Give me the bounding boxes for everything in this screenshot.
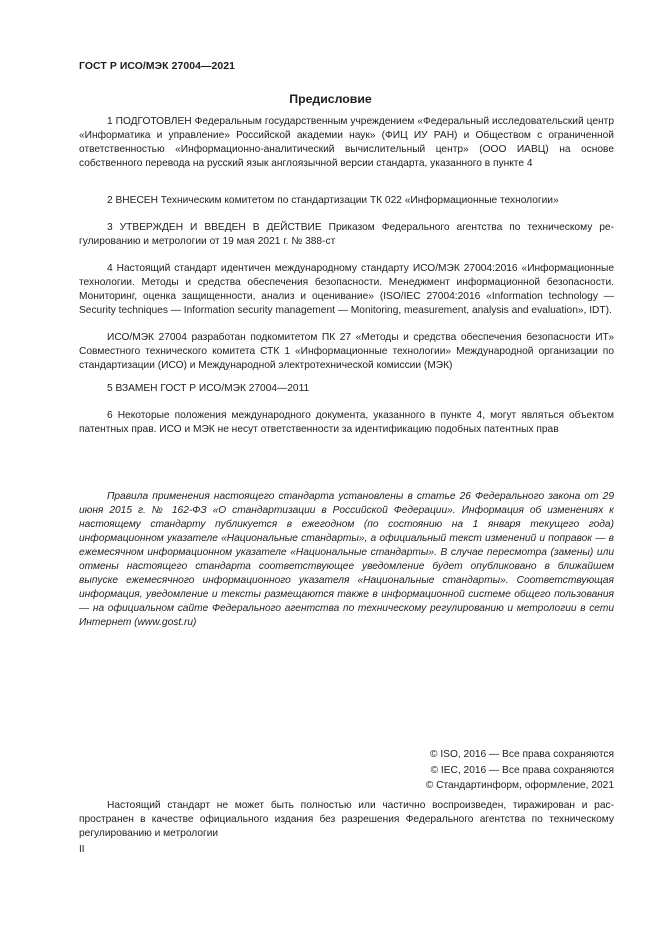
item-4-developer-note: ИСО/МЭК 27004 разработан подкомитетом ПК 27 «Методы и средства обеспечения безопасности ИТ» Совместного технического комитета СТК 1 «Информационные технологии» Международной организации по стандартизации (ИСО) и Международной электротехнической комиссии (МЭК) (79, 332, 614, 371)
item-6-patent-notice: 6 Некоторые положения международного документа, указанного в пункте 4, могут являться объектом патентных прав. ИСО и МЭК не несут ответственности за идентификацию подобных патентных прав (79, 410, 614, 435)
copyright-standartinform: © Стандартинформ, оформление, 2021 (425, 780, 614, 791)
item-4-identical-standard: 4 Настоящий стандарт идентичен международному стандарту ИСО/МЭК 27004:2016 «Информационные технологии. Методы и средства обеспечения безопасности. Менеджмент информационной безопасности. Мониторинг, оценка защищенности, анализ и оценивание» (ISO/IEC 27004:2016 «Information technology — Security techniques — Information security management — Monitoring, measurement, analysis and evaluation», IDT). (79, 263, 614, 316)
item-2-submitted-by: 2 ВНЕСЕН Техническим комитетом по стандартизации ТК 022 «Информационные технологии» (107, 195, 559, 206)
page-title: Предисловие (289, 92, 372, 106)
item-3-approved: 3 УТВЕРЖДЕН И ВВЕДЕН В ДЕЙСТВИЕ Приказом Федерального агентства по техническому регулированию и метрологии от 19 мая 2021 г. № 388-ст (79, 222, 614, 247)
copyright-iso: © ISO, 2016 — Все права сохраняются (430, 749, 614, 760)
copyright-block (426, 747, 614, 794)
reproduction-notice: Настоящий стандарт не может быть полностью или частично воспроизведен, тиражирован и распространен в качестве официального издания без разрешения Федерального агентства по техническому регулированию и метрологии (79, 800, 614, 839)
item-1-prepared-by: 1 ПОДГОТОВЛЕН Федеральным государственным учреждением «Федеральный исследовательский центр «Информатика и управление» Российской академии наук» (ФИЦ ИУ РАН) и Обществом с ограниченной ответственностью «Информационно-аналитический вычислительный центр» (ООО ИАВЦ) на основе собственного перевода на русский язык англоязычной версии стандарта, указанного в пункте 4 (79, 116, 614, 169)
copyright-iec: © IEC, 2016 — Все права сохраняются (430, 764, 614, 776)
application-rules-note: Правила применения настоящего стандарта установлены в статье 26 Федерального закона от 29 июня 2015 г. № 162-ФЗ «О стандартизации в Российской Федерации». Информация об изменениях к настоящему стандарту публикуется в ежегодном (по состоянию на 1 января текущего года) информационном указателе «Национальные стандарты», а официальный текст изменений и поправок — в ежемесячном информационном указателе «Национальные стандарты». В случае пересмотра (замены) или отмены настоящего стандарта соответствующее уведомление будет опубликовано в ближайшем выпуске ежемесячного информационного указателя «Национальные стандарты». Соответствующая информация, уведомление и тексты размещаются также в информационной системе общего пользования — на официальном сайте Федерального агентства по техническому регулированию и метрологии в сети Интернет (www.gost.ru) (79, 491, 614, 628)
item-5-replaces: 5 ВЗАМЕН ГОСТ Р ИСО/МЭК 27004—2011 (107, 383, 310, 394)
document-code-header: ГОСТ Р ИСО/МЭК 27004—2021 (79, 61, 235, 72)
page-number: II (79, 844, 85, 855)
